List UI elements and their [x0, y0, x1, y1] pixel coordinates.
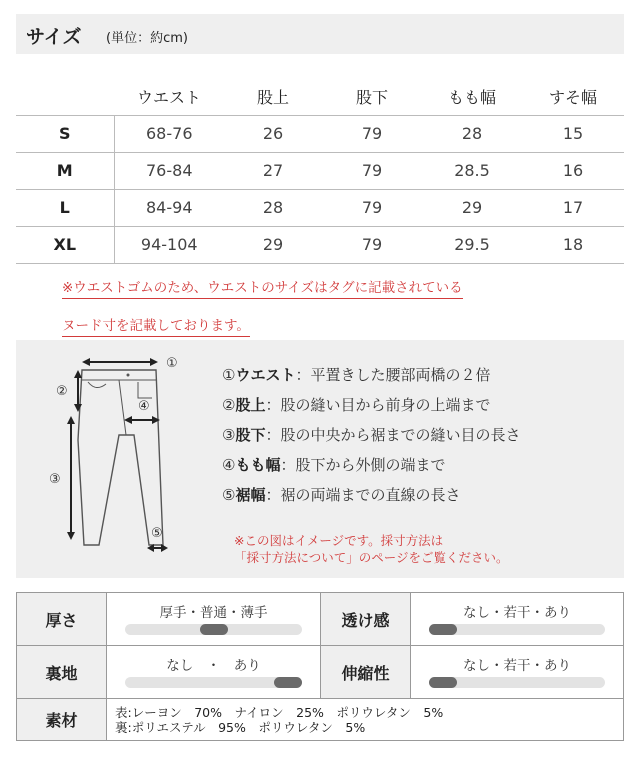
table-row	[16, 152, 624, 189]
table-cell: 28.5	[422, 152, 522, 189]
sheer-indicator	[429, 624, 457, 635]
thickness-indicator	[200, 624, 228, 635]
table-cell: 17	[522, 189, 624, 226]
table-cell: 79	[322, 189, 422, 226]
table-cell: 29.5	[422, 226, 522, 263]
stretch-value	[411, 646, 624, 699]
size-label: L	[16, 189, 114, 226]
legend-item: ⑤裾幅：裾の両端までの直線の長さ	[222, 486, 461, 504]
size-table-header	[16, 78, 624, 115]
thickness-scale	[125, 624, 302, 635]
spec-table	[16, 592, 624, 741]
table-cell: 79	[322, 152, 422, 189]
lining-options: なし ・ あり	[166, 658, 261, 674]
table-cell: 84-94	[114, 189, 224, 226]
sheer-value	[411, 593, 624, 646]
table-cell: 29	[224, 226, 322, 263]
table-row	[16, 226, 624, 263]
table-cell: 29	[422, 189, 522, 226]
table-cell: 94-104	[114, 226, 224, 263]
column-header: 股下	[322, 78, 422, 115]
marker-1: ①	[166, 356, 178, 371]
table-cell: 79	[322, 226, 422, 263]
size-label: XL	[16, 226, 114, 263]
stretch-indicator	[429, 677, 457, 688]
spec-row	[17, 699, 624, 741]
spec-row	[17, 646, 624, 699]
thickness-label: 厚さ	[17, 593, 107, 646]
sheer-options: なし・若干・あり	[463, 605, 571, 621]
column-header: すそ幅	[522, 78, 624, 115]
size-label: S	[16, 115, 114, 152]
table-row	[16, 189, 624, 226]
pants-outline	[78, 370, 163, 545]
marker-4: ④	[138, 399, 150, 414]
table-cell: 15	[522, 115, 624, 152]
table-cell: 68-76	[114, 115, 224, 152]
material-value	[107, 699, 624, 741]
legend-item: ④もも幅：股下から外側の端まで	[222, 456, 446, 474]
stretch-options: なし・若干・あり	[463, 658, 571, 674]
legend-item: ③股下：股の中央から裾までの縫い目の長さ	[222, 426, 521, 444]
column-header: ウエスト	[114, 78, 224, 115]
table-cell: 18	[522, 226, 624, 263]
table-cell: 27	[224, 152, 322, 189]
section-title: サイズ	[26, 26, 82, 48]
thickness-value	[107, 593, 321, 646]
sheer-label: 透け感	[321, 593, 411, 646]
table-cell: 79	[322, 115, 422, 152]
legend-item: ①ウエスト：平置きした腰部両橋の２倍	[222, 366, 491, 384]
diagram-note: ※この図はイメージです。採寸方法は 「採寸方法について」のページをご覧ください。	[234, 533, 509, 565]
column-header: 股上	[224, 78, 322, 115]
stretch-label: 伸縮性	[321, 646, 411, 699]
legend-item: ②股上：股の縫い目から前身の上端まで	[222, 396, 491, 414]
sheer-scale	[429, 624, 605, 635]
table-cell: 28	[224, 189, 322, 226]
marker-5: ⑤	[151, 526, 163, 541]
table-cell: 76-84	[114, 152, 224, 189]
size-header	[16, 14, 624, 54]
marker-3: ③	[49, 472, 61, 487]
size-label: M	[16, 152, 114, 189]
lining-value	[107, 646, 321, 699]
material-outer: 表:レーヨン 70% ナイロン 25% ポリウレタン 5%	[115, 704, 444, 720]
size-table	[16, 78, 624, 264]
lining-indicator	[274, 677, 302, 688]
spec-row	[17, 593, 624, 646]
lining-scale	[125, 677, 302, 688]
pants-diagram	[16, 340, 216, 578]
column-header	[16, 78, 114, 115]
marker-2: ②	[56, 384, 68, 399]
waist-note-continued: ヌード寸を記載しております。	[62, 314, 250, 337]
waist-note: ※ウエストゴムのため、ウエストのサイズはタグに記載されている	[62, 276, 463, 299]
table-row	[16, 115, 624, 152]
unit-label: (単位：約cm)	[106, 31, 188, 46]
stretch-scale	[429, 677, 605, 688]
measurement-legend	[222, 360, 520, 510]
column-header: もも幅	[422, 78, 522, 115]
measurement-panel	[16, 340, 624, 578]
lining-label: 裏地	[17, 646, 107, 699]
table-cell: 26	[224, 115, 322, 152]
thickness-options: 厚手・普通・薄手	[159, 605, 268, 621]
table-cell: 16	[522, 152, 624, 189]
table-cell: 28	[422, 115, 522, 152]
material-lining: 裏:ポリエステル 95% ポリウレタン 5%	[115, 719, 366, 735]
material-label: 素材	[17, 699, 107, 741]
